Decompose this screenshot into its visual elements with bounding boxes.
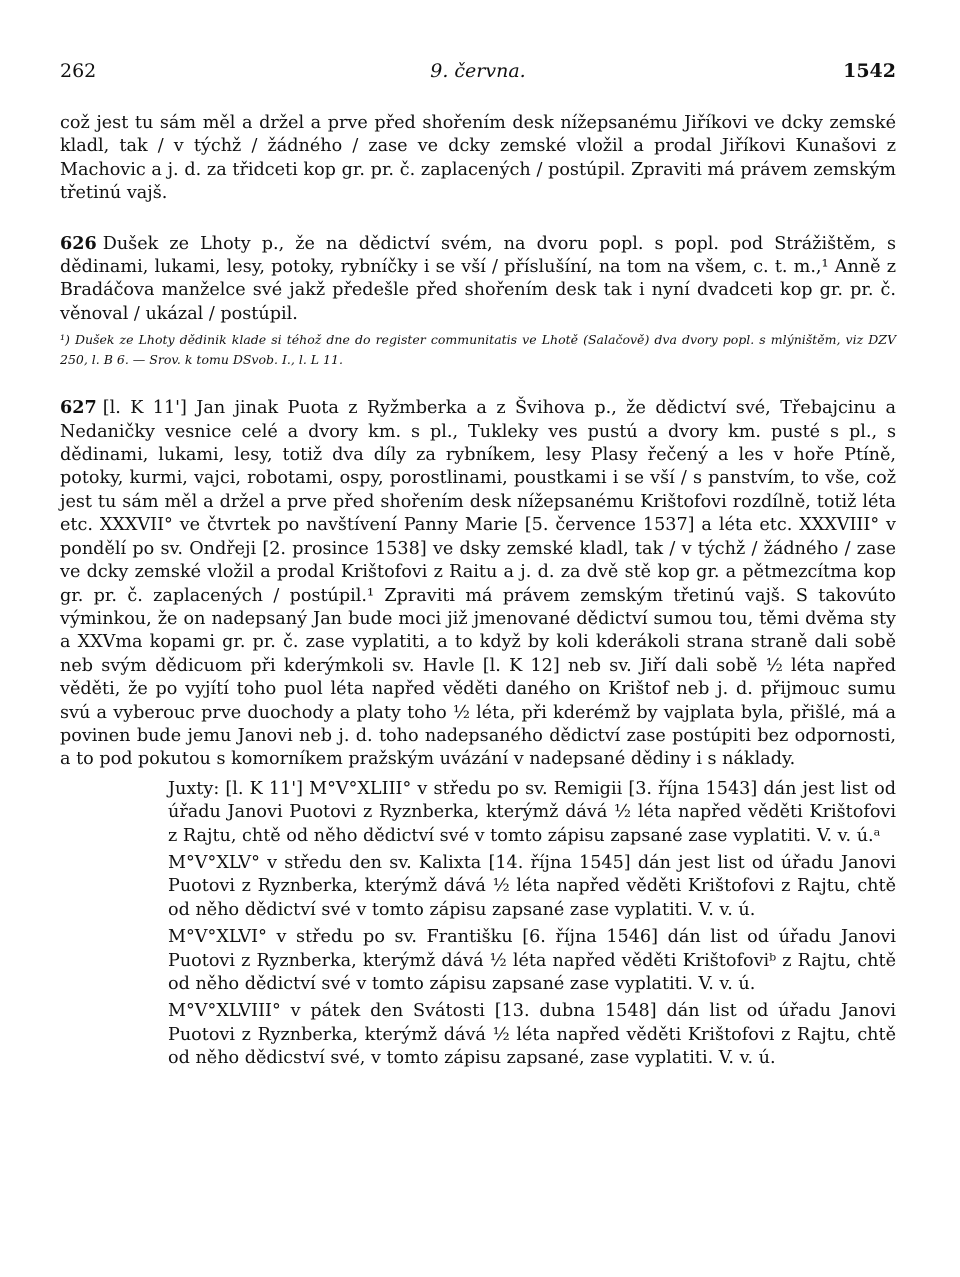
document-page: [60, 48, 896, 1071]
running-head: [60, 48, 896, 82]
entry-626: [60, 232, 896, 371]
entry-627-text: [l. K 11'] Jan jinak Puota z Ryžmberka a z Švihova p., že dědictví své, Třebajcinu a Nedaničky vesnice celé a dvory km. s pl., Tukleky ves pustú a dvory km. pusté s pl., s dědinami, lukami, lesy, totiž dva díly za rybníkem, lesy Plasy řečený a les v hoře Ptíně, potoky, kurmi, vajci, robotami, ospy, porostlinami, poustkami i se vší / s panstvím, to vše, což jest tu sám měl a držel a prve před shořením desk nížepsanému Krištofovi rozdílně, totiž léta etc. XXXVII° ve čtvrtek po navštívení Panny Marie [5. července 1537] a léta etc. XXXVIII° v pondělí po sv. Ondřeji [2. prosince 1538] ve dsky zemské kladl, tak / v týchž / žádného / zase ve dcky zemské vložil a prodal Krištofovi z Raitu a j. d. za dvě stě kop gr. a pětmezcítma kop gr. pr. č. zaplacených / postúpil.¹ Zpraviti má právem zemským třetinú vajš. S takovúto výminkou, že on nadepsaný Jan bude moci již jmenované dědictví sumou tou, těmi dvěma sty a XXVma kopami gr. pr. č. zase vyplatiti, a to když by koli kderákoli strana straně dali sobě neb svým dědicuom při kderýmkoli sv. Havle [l. K 12] neb sv. Jiří dali sobě ½ léta napřed věděti, že po vyjítí toho puol léta napřed věděti daného on Krištof neb j. d. přijmouc sumu svú a vyberouc prve duochody a platy toho ½ léta, při kderémž by vajplata byla, přišlé, má a povinen bude jemu Janovi neb j. d. toho nadepsaného dědictví zase postúpiti bez odpornosti, a to pod pokutou s komorníkem pražským uvázání v nadepsané dědiny i s náklady.: [60, 398, 896, 770]
page-number: 262: [60, 60, 97, 82]
entry-627-number: 627: [60, 397, 97, 419]
marginal-notes: [60, 778, 896, 1071]
note-1548: M°V°XLVIII° v pátek den Svátosti [13. dubna 1548] dán list od úřadu Janovi Puotovi z Ryznberka, kterýmž dává ½ léta napřed věděti Krištofovi z Rajtu, chtě od něho dědicství své, v tomto zápisu zapsané, zase vyplatiti. V. v. ú.: [168, 1001, 896, 1069]
note-1545: M°V°XLV° v středu den sv. Kalixta [14. října 1545] dán jest list od úřadu Janovi Puotovi z Ryznberka, kterýmž dává ½ léta napřed věděti Krištofovi z Rajtu, chtě od něho dědictví své v tomto zápisu zapsané zase vyplatiti. V. v. ú.: [168, 852, 896, 920]
entry-626-text: Dušek ze Lhoty p., že na dědictví svém, na dvoru popl. s popl. pod Strážištěm, s dědinami, lukami, lesy, potoky, rybníčky i se vší / příslušíní, na tom na všem, c. t. m.,¹ Anně z Bradáčova manželce své jakž předešle před shořením desk tak i nyní dvadceti kop gr. pr. č. věnoval / ukázal / postúpil.: [60, 233, 896, 324]
continuation-paragraph: což jest tu sám měl a držel a prve před shořením desk nížepsanému Jiříkovi ve dcky zemské kladl, tak / v týchž / žádného / zase ve dcky zemské vložil a prodal Jiříkovi Kunašovi z Machovic a j. d. za třidceti kop gr. pr. č. zaplacených / postúpil. Zpraviti má právem zemským třetinú vajš.: [60, 113, 896, 204]
running-date: 9. června.: [430, 60, 526, 82]
note-1543: Juxty: [l. K 11'] M°V°XLIII° v středu po sv. Remigii [3. října 1543] dán jest list od úřadu Janovi Puotovi z Ryznberka, kterýmž dává ½ léta napřed věděti Krištofovi z Rajtu, chtě od něho dědictví své v tomto zápisu zapsané zase vyplatiti. V. v. ú.ᵃ: [168, 778, 896, 846]
entry-626-number: 626: [60, 232, 97, 254]
entry-number: 1542: [843, 60, 896, 82]
entry-626-footnote: ¹) Dušek ze Lhoty dědinik klade si téhož dne do register communitatis ve Lhotě (Salačově) dva dvory popl. s mlýništěm, viz DZV 250, l. B 6. — Srov. k tomu DSvob. I., l. L 11.: [60, 332, 896, 368]
entry-627: [60, 396, 896, 772]
note-1546: M°V°XLVI° v středu po sv. Františku [6. října 1546] dán list od úřadu Janovi Puotovi z Ryznberka, kterýmž dává ½ léta napřed věděti Krištofoviᵇ z Rajtu, chtě od něho dědictví své v tomto zápisu zapsané zase vyplatiti. V. v. ú.: [168, 927, 896, 994]
